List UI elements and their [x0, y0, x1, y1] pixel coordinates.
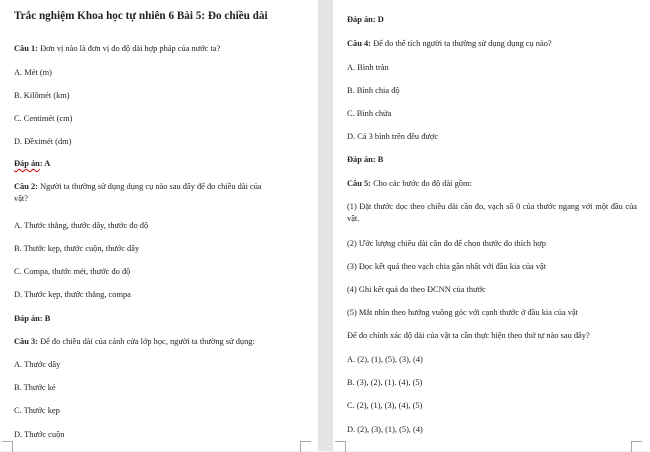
q5-question: Để đo chính xác độ dài của vật ta cần thực hiện theo thứ tự nào sau đây?: [347, 331, 590, 340]
q2-answer: Đáp án: B: [14, 314, 51, 323]
page-gap: [318, 0, 333, 451]
q4-option-a: A. Bình tràn: [347, 63, 389, 72]
q5-option-a: A. (2), (1), (5), (3), (4): [347, 355, 423, 364]
q1-option-c: C. Centimét (cm): [14, 114, 73, 123]
question-4: [347, 38, 640, 50]
q1-answer: [14, 158, 308, 170]
question-2-label: Câu 2:: [14, 182, 38, 191]
document-page-left: [0, 0, 318, 451]
question-3-label: Câu 3:: [14, 337, 38, 346]
question-1-label: Câu 1:: [14, 44, 38, 53]
question-3: [14, 336, 308, 348]
q3-option-b: B. Thước kẻ: [14, 383, 56, 392]
question-5: [347, 178, 640, 190]
q2-option-c: C. Compa, thước mét, thước đo độ: [14, 267, 131, 276]
question-4-label: Câu 4:: [347, 39, 371, 48]
q2-option-b: B. Thước kẹp, thước cuộn, thước dây: [14, 244, 140, 253]
q2-option-d: D. Thước kẹp, thước thẳng, compa: [14, 290, 131, 299]
q1-option-b: B. Kilômét (km): [14, 91, 70, 100]
question-4-text: Để đo thể tích người ta thường sử dụng dụng cụ nào?: [370, 39, 552, 48]
q5-option-b: B. (3), (2), (1). (4), (5): [347, 378, 423, 387]
question-2-text: Người ta thường sử dụng dụng cụ nào sau đây để đo chiều dài của vật?: [14, 182, 262, 203]
q5-step-1: (1) Đặt thước dọc theo chiều dài cần đo, vạch số 0 của thước ngang với một đầu của vật.: [347, 202, 637, 223]
q4-answer: Đáp án: B: [347, 155, 384, 164]
question-5-text: Cho các bước đo độ dài gồm:: [370, 179, 472, 188]
q5-option-c: C. (2), (1), (3), (4), (5): [347, 401, 423, 410]
q5-step-3: (3) Đọc kết quả theo vạch chia gần nhất với đầu kia của vật: [347, 262, 547, 271]
page-corner-mark: [2, 441, 13, 452]
q5-step-5: (5) Mắt nhìn theo hướng vuông góc với cạnh thước ở đầu kia của vật: [347, 308, 578, 317]
page-corner-mark: [631, 441, 642, 452]
q5-option-d: D. (2), (3), (1), (5), (4): [347, 425, 423, 434]
q1-answer-label: Đáp án: [14, 159, 40, 168]
q1-option-d: D. Đềximét (dm): [14, 137, 72, 146]
q4-option-b: B. Bình chia độ: [347, 86, 400, 95]
question-5-label: Câu 5:: [347, 179, 371, 188]
q1-answer-value: : A: [39, 159, 51, 168]
q5-step-4: (4) Ghi kết quả đo theo ĐCNN của thước: [347, 285, 486, 294]
q3-answer: Đáp án: D: [347, 15, 384, 24]
q1-option-a: A. Mét (m): [14, 68, 52, 77]
document-title: Trắc nghiệm Khoa học tự nhiên 6 Bài 5: Đo chiều dài: [14, 10, 268, 22]
question-3-text: Để đo chiều dài của cánh cửa lớp học, người ta thường sử dụng:: [37, 337, 255, 346]
page-corner-mark: [335, 441, 346, 452]
q3-option-c: C. Thước kẹp: [14, 406, 60, 415]
question-2: [14, 181, 269, 205]
q2-option-a: A. Thước thẳng, thước dây, thước đo độ: [14, 221, 149, 230]
question-1-text: Đơn vị nào là đơn vị đo độ dài hợp pháp của nước ta?: [37, 44, 221, 53]
q3-option-a: A. Thước dây: [14, 360, 61, 369]
q4-option-c: C. Bình chứa: [347, 109, 392, 118]
q4-option-d: D. Cả 3 bình trên đều được: [347, 132, 439, 141]
question-1: [14, 43, 308, 55]
q3-option-d: D. Thước cuộn: [14, 430, 65, 439]
document-page-right: [333, 0, 650, 451]
q5-step-2: (2) Ước lượng chiều dài cần đo để chọn thước đo thích hợp: [347, 239, 546, 248]
page-corner-mark: [300, 441, 311, 452]
